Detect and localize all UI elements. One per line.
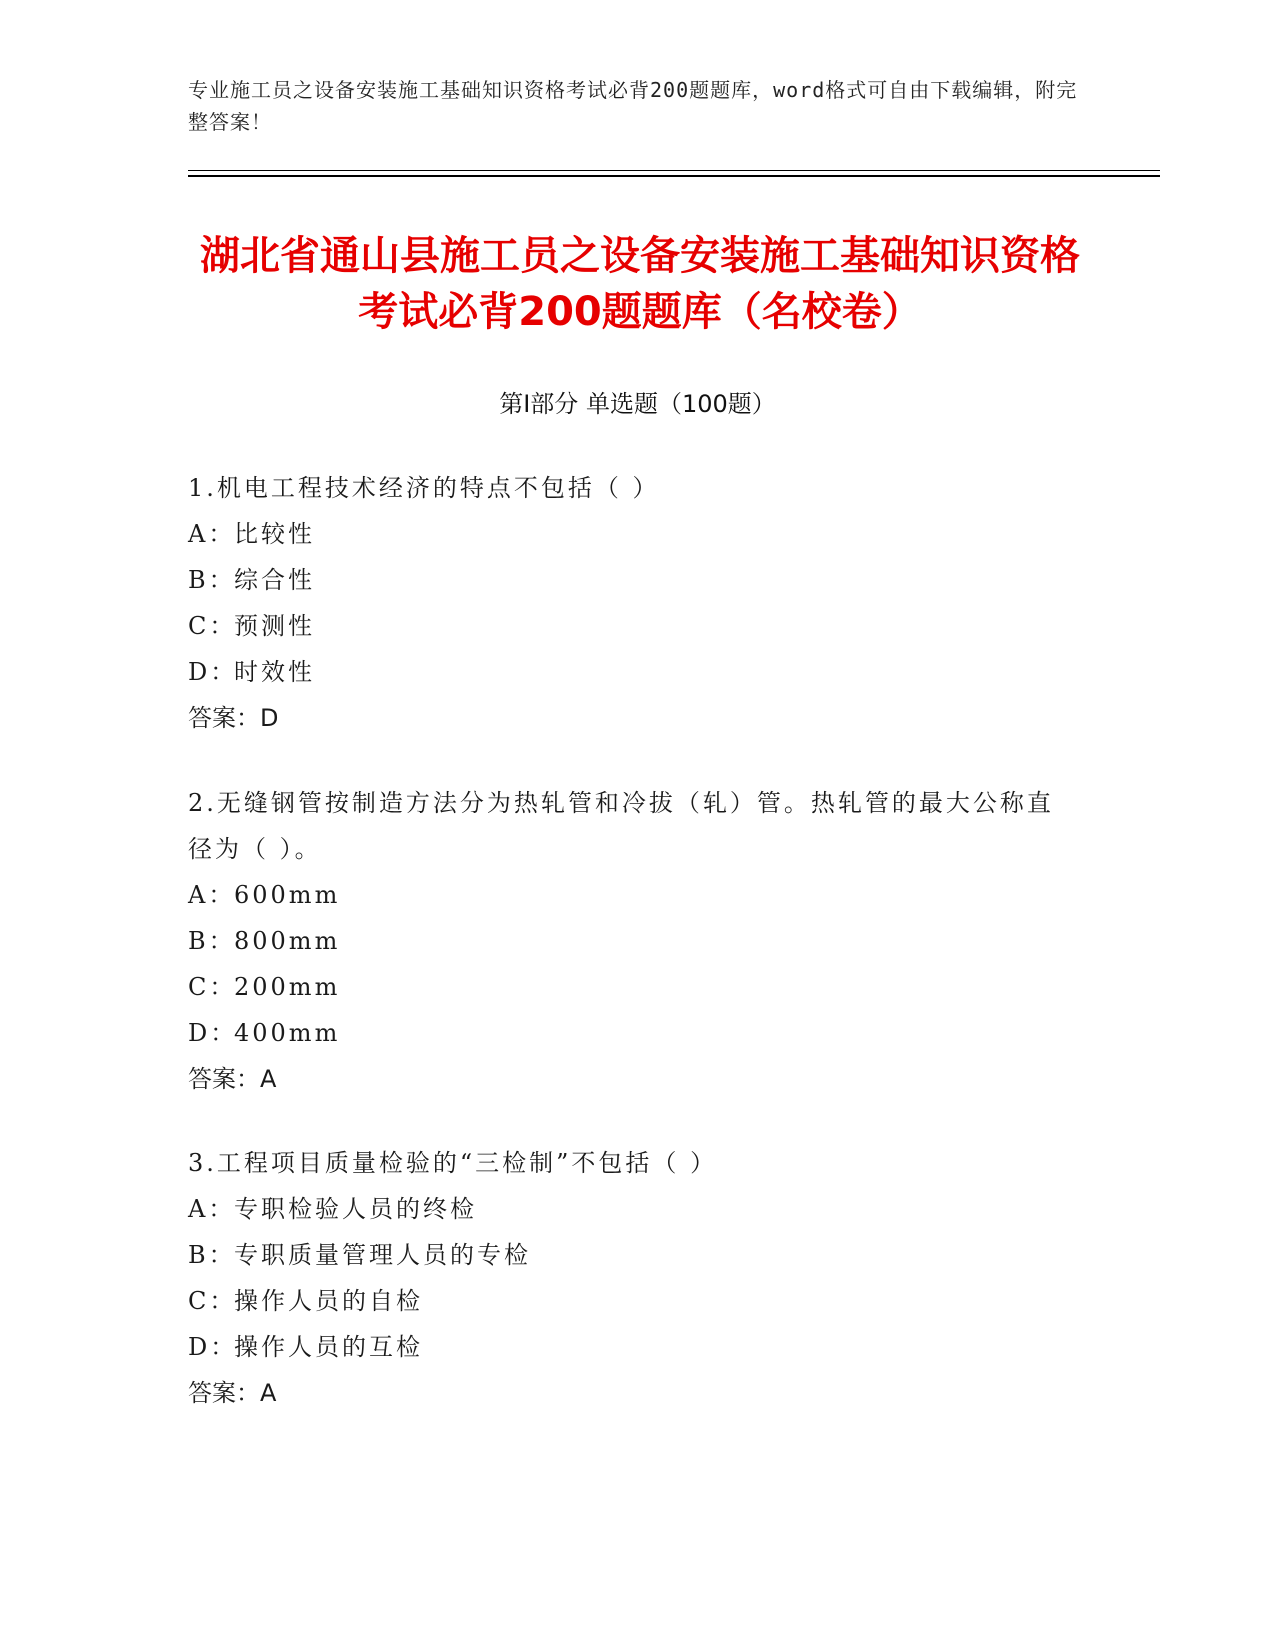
option-key: C： (188, 973, 237, 1001)
option-text: 时效性 (234, 658, 315, 686)
option-d (188, 1010, 1068, 1056)
option-b (188, 557, 1068, 603)
option-d (188, 649, 1068, 695)
question-1 (188, 465, 1068, 741)
option-key: D： (188, 1019, 238, 1047)
question-3 (188, 1140, 1068, 1416)
question-stem: 2.无缝钢管按制造方法分为热轧管和冷拔（轧）管。热轧管的最大公称直径为（ ）。 (188, 789, 1054, 863)
option-key: C： (188, 612, 237, 640)
option-key: B： (188, 1241, 236, 1269)
question-stem: 3.工程项目质量检验的“三检制”不包括（ ） (188, 1149, 718, 1177)
header-note: 专业施工员之设备安装施工基础知识资格考试必背200题题库，word格式可自由下载编辑，附完整答案！ (188, 78, 1078, 134)
option-key: C： (188, 1287, 237, 1315)
question-stem: 1.机电工程技术经济的特点不包括（ ） (188, 474, 660, 502)
option-text: 800mm (234, 927, 341, 955)
option-a (188, 872, 1068, 918)
option-text: 操作人员的自检 (234, 1287, 423, 1315)
option-text: 400mm (234, 1019, 341, 1047)
document-title: 湖北省通山县施工员之设备安装施工基础知识资格考试必背200题题库（名校卷） (200, 233, 1080, 335)
option-text: 专职检验人员的终检 (234, 1195, 477, 1223)
header-divider-thick (188, 175, 1160, 177)
option-text: 200mm (234, 973, 341, 1001)
option-key: A： (188, 1195, 236, 1223)
option-key: D： (188, 1333, 238, 1361)
option-key: A： (188, 520, 236, 548)
option-text: 比较性 (234, 520, 315, 548)
option-b (188, 1232, 1068, 1278)
option-d (188, 1324, 1068, 1370)
option-c (188, 603, 1068, 649)
answer: 答案：A (188, 1065, 277, 1093)
option-text: 预测性 (234, 612, 315, 640)
option-key: B： (188, 566, 236, 594)
option-text: 专职质量管理人员的专检 (234, 1241, 531, 1269)
option-b (188, 918, 1068, 964)
option-a (188, 1186, 1068, 1232)
section-heading: 第Ⅰ部分 单选题（100题） (499, 390, 776, 418)
option-key: B： (188, 927, 236, 955)
option-text: 操作人员的互检 (234, 1333, 423, 1361)
option-key: D： (188, 658, 238, 686)
question-2 (188, 780, 1068, 1102)
option-a (188, 511, 1068, 557)
answer: 答案：D (188, 704, 279, 732)
header-divider-thin (188, 170, 1160, 171)
option-text: 综合性 (234, 566, 315, 594)
option-c (188, 1278, 1068, 1324)
option-key: A： (188, 881, 236, 909)
answer: 答案：A (188, 1379, 277, 1407)
option-text: 600mm (234, 881, 341, 909)
option-c (188, 964, 1068, 1010)
